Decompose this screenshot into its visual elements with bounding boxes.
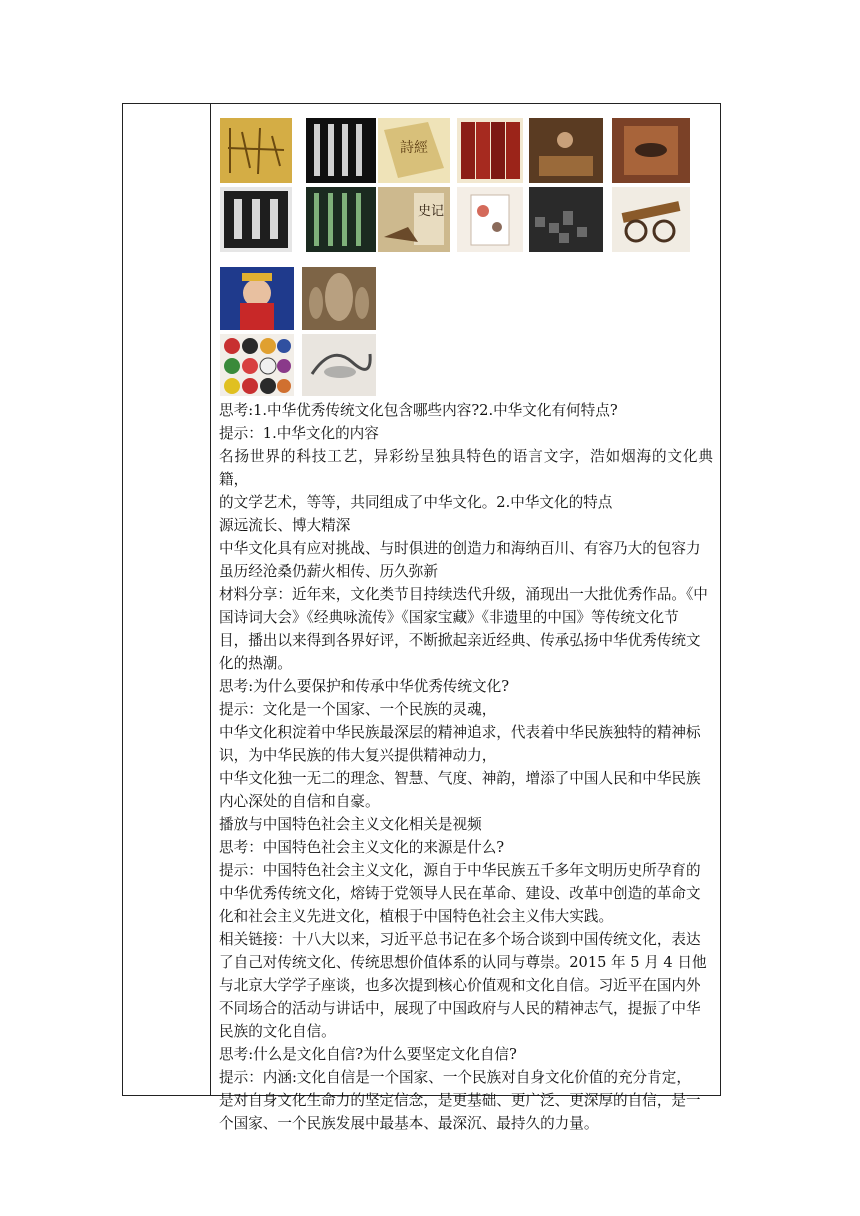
text-line: 中华文化积淀着中华民族最深层的精神追求，代表着中华民族独特的精神标 [219, 724, 701, 741]
cannon-image [612, 187, 690, 252]
text-line: 提示：内涵:文化自信是一个国家、一个民族对自身文化价值的充分肯定， [219, 1069, 691, 1086]
text-line: 思考:为什么要保护和传承中华优秀传统文化? [219, 678, 510, 695]
book-of-songs-image [378, 118, 450, 183]
text-line: 目，播出以来得到各界好评，不断掀起亲近经典、传承弘扬中华优秀传统文 [219, 632, 701, 649]
shiji-book-image [378, 187, 450, 252]
lesson-text [219, 399, 713, 1135]
movable-type-printing-image [529, 187, 603, 252]
text-line: 了自己对传统文化、传统思想价值体系的认同与尊崇。2015 年 5 月 4 日他 [219, 954, 707, 971]
calligraphy-black-image [306, 118, 376, 183]
text-line: 中华优秀传统文化，熔铸于党领导人民在革命、建设、改革中创造的革命文 [219, 885, 701, 902]
text-line: 不同场合的活动与讲话中，展现了中国政府与人民的精神志气，提振了中华 [219, 1000, 701, 1017]
text-line: 思考:什么是文化自信?为什么要坚定文化自信? [219, 1046, 517, 1063]
ink-painting-image [302, 334, 376, 396]
peking-opera-image [220, 267, 294, 330]
text-line: 个国家、一个民族发展中最基本、最深沉、最持久的力量。 [219, 1115, 599, 1132]
text-line: 的文学艺术，等等，共同组成了中华文化。2.中华文化的特点 [219, 494, 613, 511]
text-line: 虽历经沧桑仍薪火相传、历久弥新 [219, 563, 438, 580]
text-line: 思考：中国特色社会主义文化的来源是什么? [219, 839, 505, 856]
text-line: 化和社会主义先进文化，植根于中国特色社会主义伟大实践。 [219, 908, 614, 925]
book-of-songs-label: 詩經 [400, 140, 428, 156]
opera-masks-image [220, 334, 294, 396]
text-line: 内心深处的自信和自豪。 [219, 793, 380, 810]
text-line: 与北京大学学子座谈，也多次提到核心价值观和文化自信。习近平在国内外 [219, 977, 701, 994]
lesson-table [122, 103, 721, 1132]
right-column-cell [211, 104, 720, 1132]
stone-rubbing-image [220, 187, 292, 252]
text-line: 化的热潮。 [219, 655, 292, 672]
text-line: 提示：中国特色社会主义文化，源自于中华民族五千多年文明历史所孕育的 [219, 862, 701, 879]
oracle-bone-script-image [220, 118, 292, 183]
compass-sinan-image [612, 118, 690, 183]
text-line: 播放与中国特色社会主义文化相关是视频 [219, 816, 482, 833]
left-column-cell [123, 104, 211, 1095]
text-line: 民族的文化自信。 [219, 1023, 336, 1040]
text-line: 相关链接：十八大以来，习近平总书记在多个场合谈到中国传统文化，表达 [219, 931, 701, 948]
text-line: 国诗词大会》《经典咏流传》《国家宝藏》《非遗里的中国》等传统文化节 [219, 609, 679, 626]
text-line: 提示：文化是一个国家、一个民族的灵魂， [219, 701, 497, 718]
classic-novels-books-image [457, 118, 523, 183]
text-line: 名扬世界的科技工艺，异彩纷呈独具特色的语言文字，浩如烟海的文化典籍， [219, 448, 713, 488]
text-line: 识，为中华民族的伟大复兴提供精神动力， [219, 747, 497, 764]
book-cover-image [457, 187, 523, 252]
shiji-book-label: 史记 [418, 204, 445, 219]
text-line: 中华文化具有应对挑战、与时俱进的创造力和海纳百川、有容乃大的包容力 [219, 540, 701, 557]
text-line: 提示：1.中华文化的内容 [219, 425, 379, 442]
bamboo-slip-script-image [306, 187, 376, 252]
grotto-buddha-image [302, 267, 376, 330]
text-line: 是对自身文化生命力的坚定信念，是更基础、更广泛、更深厚的自信，是一 [219, 1092, 701, 1109]
text-line: 思考:1.中华优秀传统文化包含哪些内容?2.中华文化有何特点? [219, 402, 618, 419]
text-line: 源远流长、博大精深 [219, 517, 351, 534]
text-line: 材料分享：近年来，文化类节目持续迭代升级，涌现出一大批优秀作品。《中 [219, 586, 708, 603]
ancient-papermaking-image [529, 118, 603, 183]
text-line: 中华文化独一无二的理念、智慧、气度、神韵，增添了中国人民和中华民族 [219, 770, 701, 787]
